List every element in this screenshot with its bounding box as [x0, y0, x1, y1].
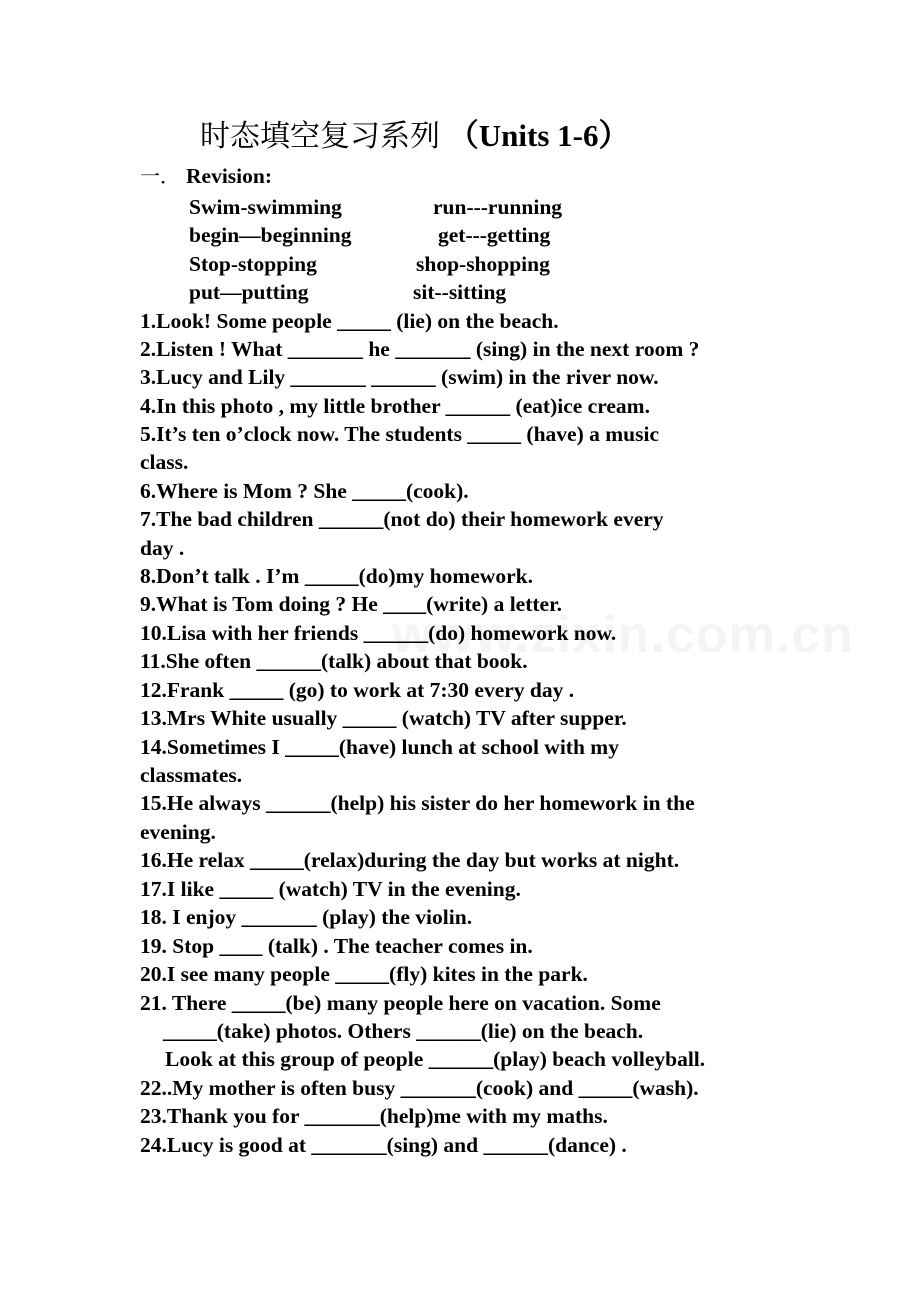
- revision-right-3: shop-shopping: [416, 252, 550, 276]
- question-line-2: 2.Listen ! What _______ he _______ (sing) in the next room ?: [140, 337, 700, 361]
- question-line-8: 8.Don’t talk . I’m _____(do)my homework.: [140, 564, 533, 588]
- question-line-7-cont: day .: [140, 536, 185, 560]
- question-line-4: 4.In this photo , my little brother ______ (eat)ice cream.: [140, 394, 650, 418]
- question-line-12: 12.Frank _____ (go) to work at 7:30 every day .: [140, 678, 575, 702]
- question-line-21: 21. There _____(be) many people here on vacation. Some: [140, 991, 661, 1015]
- section-heading: [140, 162, 272, 190]
- revision-left-1: Swim-swimming: [189, 195, 342, 219]
- question-line-11: 11.She often ______(talk) about that book.: [140, 649, 528, 673]
- question-line-5-cont: class.: [140, 450, 189, 474]
- revision-right-2: get---getting: [438, 223, 551, 247]
- question-line-19: 19. Stop ____ (talk) . The teacher comes in.: [140, 934, 533, 958]
- page-title: [200, 112, 760, 161]
- title-chinese: 时态填空复习系列: [200, 119, 440, 154]
- question-line-13: 13.Mrs White usually _____ (watch) TV after supper.: [140, 706, 627, 730]
- question-line-15: 15.He always ______(help) his sister do her homework in the: [140, 791, 695, 815]
- revision-left-3: Stop-stopping: [189, 252, 317, 276]
- section-number: 一．: [140, 164, 180, 188]
- question-line-3: 3.Lucy and Lily _______ ______ (swim) in the river now.: [140, 365, 659, 389]
- question-line-9: 9.What is Tom doing ? He ____(write) a letter.: [140, 592, 563, 616]
- question-line-20: 20.I see many people _____(fly) kites in the park.: [140, 962, 588, 986]
- question-line-22: 22..My mother is often busy _______(cook) and _____(wash).: [140, 1076, 699, 1100]
- question-line-5: 5.It’s ten o’clock now. The students _____ (have) a music: [140, 422, 660, 446]
- question-line-16: 16.He relax _____(relax)during the day but works at night.: [140, 848, 680, 872]
- revision-right-1: run---running: [433, 195, 563, 219]
- revision-left-2: begin—beginning: [189, 223, 352, 247]
- question-line-7: 7.The bad children ______(not do) their homework every: [140, 507, 664, 531]
- question-line-6: 6.Where is Mom ? She _____(cook).: [140, 479, 469, 503]
- question-line-17: 17.I like _____ (watch) TV in the evening.: [140, 877, 521, 901]
- question-line-18: 18. I enjoy _______ (play) the violin.: [140, 905, 473, 929]
- revision-right-4: sit--sitting: [413, 280, 507, 304]
- title-units: （Units 1-6）: [447, 118, 630, 153]
- question-line-15-cont: evening.: [140, 820, 216, 844]
- question-line-10: 10.Lisa with her friends ______(do) homework now.: [140, 621, 617, 645]
- question-line-23: 23.Thank you for _______(help)me with my maths.: [140, 1104, 608, 1128]
- question-line-21-cont-1: _____(take) photos. Others ______(lie) on the beach.: [163, 1019, 644, 1043]
- question-line-14: 14.Sometimes I _____(have) lunch at school with my: [140, 735, 619, 759]
- question-line-24: 24.Lucy is good at _______(sing) and ______(dance) .: [140, 1133, 627, 1157]
- question-line-21-cont-2: Look at this group of people ______(play) beach volleyball.: [165, 1047, 706, 1071]
- revision-left-4: put—putting: [189, 280, 309, 304]
- question-line-1: 1.Look! Some people _____ (lie) on the beach.: [140, 309, 559, 333]
- section-label: Revision:: [186, 164, 272, 188]
- question-line-14-cont: classmates.: [140, 763, 243, 787]
